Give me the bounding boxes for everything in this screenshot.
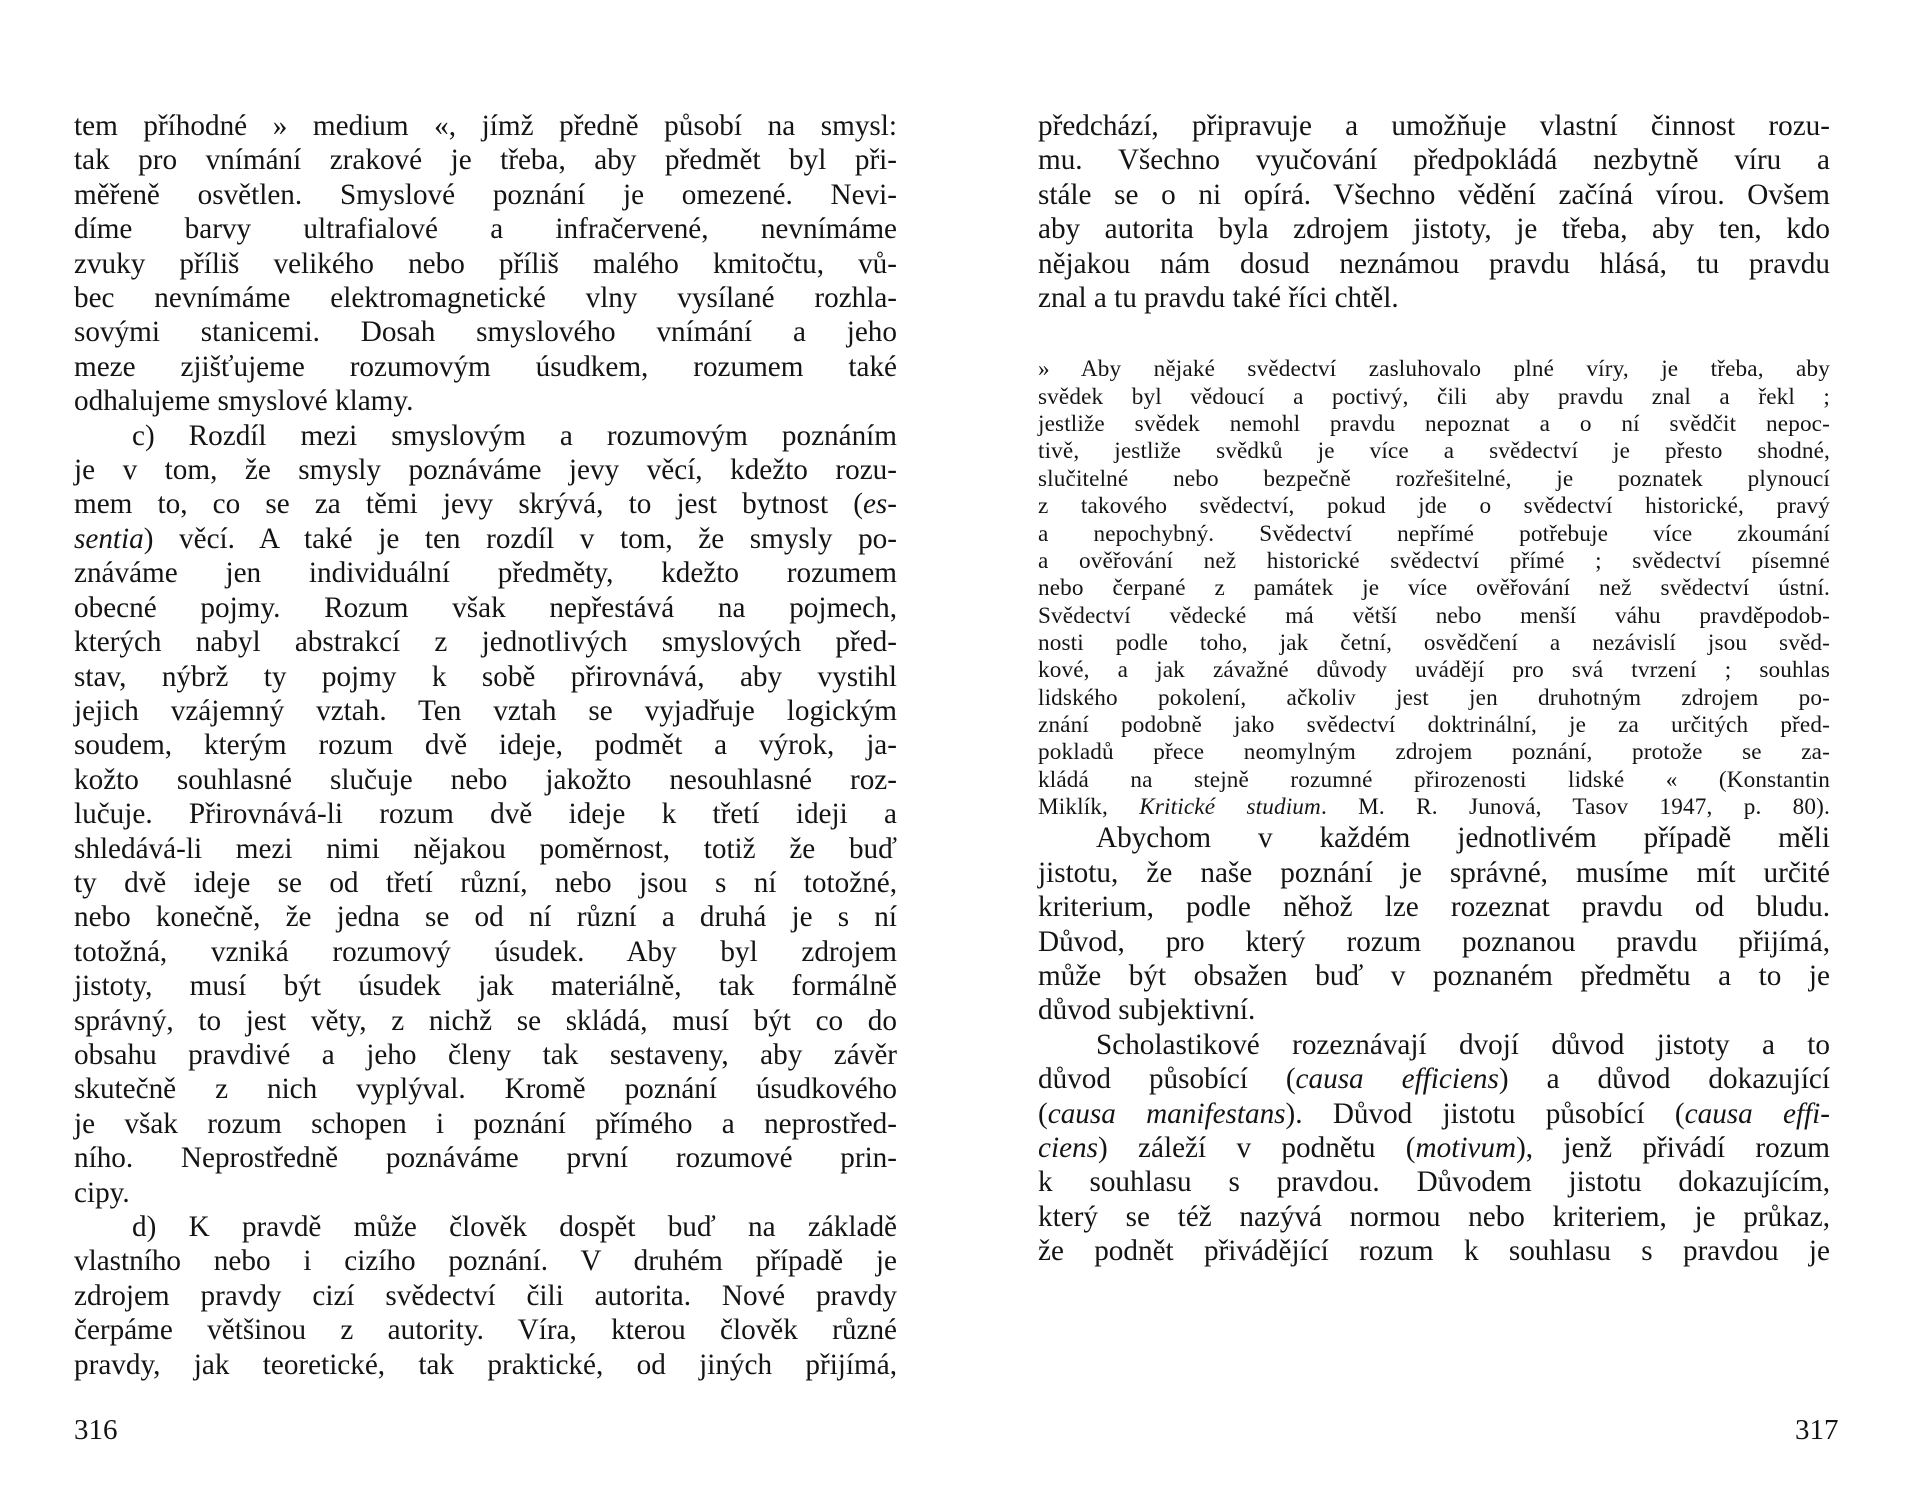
quotation-block — [1038, 356, 1830, 821]
text-line: kterých nabyl abstrakcí z jednotlivých smyslových před- — [74, 626, 897, 659]
text-line: odhalujeme smyslové klamy. — [74, 385, 414, 418]
left-text-column — [74, 109, 897, 1382]
text-line-content: sentia) věcí. A také je ten rozdíl v tom, že smysly po- — [74, 522, 897, 555]
quote-line: kládá na stejně rozumné přirozenosti lidské « (Konstantin — [1038, 766, 1830, 793]
text-line: nějakou nám dosud neznámou pravdu hlásá, tu pravdu — [1038, 247, 1830, 280]
text-line: Důvod, pro který rozum poznanou pravdu přijímá, — [1038, 925, 1830, 958]
text-line: správný, to jest věty, z nichž se skládá, musí být co do — [74, 1004, 897, 1037]
text-line: ty dvě ideje se od třetí různí, nebo jsou s ní totožné, — [74, 866, 897, 899]
quote-line — [1038, 794, 1830, 821]
text-line: měřeně osvětlen. Smyslové poznání je omezené. Nevi- — [74, 178, 897, 211]
text-line: znal a tu pravdu také říci chtěl. — [1038, 282, 1399, 315]
quote-line: Svědectví vědecké má větší nebo menší váhu pravděpodob- — [1038, 602, 1830, 629]
quote-line: nosti podle toho, jak četní, osvědčení a nezávislí jsou svěd- — [1038, 629, 1830, 656]
quote-line: nebo čerpané z památek je více ověřování než svědectví ústní. — [1038, 575, 1830, 602]
quote-line: z takového svědectví, pokud jde o svědectví historické, pravý — [1038, 493, 1830, 520]
text-line: cipy. — [74, 1176, 130, 1209]
quote-line: slučitelné nebo bezpečně rozřešitelné, je poznatek plynoucí — [1038, 465, 1830, 492]
text-line: ního. Neprostředně poznáváme první rozumové prin- — [74, 1142, 897, 1175]
text-line: Scholastikové rozeznávají dvojí důvod jistoty a to — [1096, 1028, 1830, 1061]
quote-line: » Aby nějaké svědectví zasluhovalo plné víry, je třeba, aby — [1038, 356, 1830, 383]
text-line: d) K pravdě může člověk dospět buď na základě — [132, 1211, 897, 1243]
text-line: jejich vzájemný vztah. Ten vztah se vyjadřuje logickým — [74, 694, 897, 727]
text-line — [74, 487, 897, 521]
text-line-content: důvod působící (causa efficiens) a důvod dokazující — [1038, 1063, 1830, 1096]
text-line: kožto souhlasné slučuje nebo jakožto nesouhlasné roz- — [74, 763, 897, 796]
text-line: shledává-li mezi nimi nějakou poměrnost, totiž že buď — [74, 832, 897, 865]
paragraph — [74, 419, 897, 1210]
text-line: tak pro vnímání zrakové je třeba, aby předmět byl při- — [74, 144, 897, 177]
text-line: čerpáme většinou z autority. Víra, kterou člověk různé — [74, 1314, 897, 1347]
text-line: jistoty, musí být úsudek jak materiálně, tak formálně — [74, 970, 897, 1003]
text-line: je však rozum schopen i poznání přímého a neprostřed- — [74, 1107, 897, 1140]
text-line: zvuky příliš velikého nebo příliš malého kmitočtu, vů- — [74, 247, 897, 280]
quote-line: a nepochybný. Svědectví nepřímé potřebuje více zkoumání — [1038, 520, 1830, 547]
right-page — [960, 0, 1918, 1500]
text-line: lučuje. Přirovnává-li rozum dvě ideje k třetí ideji a — [74, 798, 897, 831]
text-line: sovými stanicemi. Dosah smyslového vnímání a jeho — [74, 316, 897, 349]
text-line: obsahu pravdivé a jeho členy tak sestaveny, aby závěr — [74, 1038, 897, 1071]
text-line: meze zjišťujeme rozumovým úsudkem, rozumem také — [74, 350, 897, 383]
quote-line: svědek byl vědoucí a poctivý, čili aby pravdu znal a řekl ; — [1038, 383, 1830, 410]
text-line: důvod subjektivní. — [1038, 994, 1256, 1027]
text-line — [1038, 1097, 1830, 1131]
right-text-column — [1038, 109, 1830, 1269]
text-line: bec nevnímáme elektromagnetické vlny vysílané rozhla- — [74, 282, 897, 315]
text-line: díme barvy ultrafialové a infračervené, nevnímáme — [74, 213, 897, 246]
quote-line: kové, a jak závažné důvody uvádějí pro svá tvrzení ; souhlas — [1038, 657, 1830, 684]
text-line: tem příhodné » medium «, jímž předně působí na smysl: — [74, 110, 897, 142]
page-number: 316 — [74, 1414, 118, 1446]
text-line-content: (causa manifestans). Důvod jistotu působící (causa effi- — [1038, 1097, 1830, 1130]
text-line — [74, 522, 897, 556]
paragraph — [74, 109, 897, 419]
text-line: k souhlasu s pravdou. Důvodem jistotu dokazujícím, — [1038, 1166, 1830, 1199]
quote-line: a ověřování než historické svědectví přímé ; svědectví písemné — [1038, 547, 1830, 574]
paragraph — [1038, 821, 1830, 1027]
text-line: vlastního nebo i cizího poznání. V druhém případě je — [74, 1245, 897, 1278]
text-line — [1038, 1062, 1830, 1096]
text-line: předchází, připravuje a umožňuje vlastní činnost rozu- — [1038, 110, 1830, 142]
text-line: že podnět přivádějící rozum k souhlasu s pravdou je — [1038, 1235, 1830, 1268]
text-line: soudem, kterým rozum dvě ideje, podmět a výrok, ja- — [74, 729, 897, 762]
text-line: c) Rozdíl mezi smyslovým a rozumovým poznáním — [132, 419, 897, 452]
text-line: aby autorita byla zdrojem jistoty, je třeba, aby ten, kdo — [1038, 213, 1830, 246]
text-line: znáváme jen individuální předměty, kdežto rozumem — [74, 557, 897, 590]
paragraph — [1038, 109, 1830, 315]
text-line-content: Miklík, Kritické studium. M. R. Junová, Tasov 1947, p. 80). — [1038, 793, 1830, 820]
text-line: kriterium, podle něhož lze rozeznat pravdu od bludu. — [1038, 891, 1830, 924]
text-line-content: mem to, co se za těmi jevy skrývá, to jest bytnost (es- — [74, 488, 897, 521]
quote-line: jestliže svědek nemohl pravdu nepoznat a o ní svědčit nepoc- — [1038, 411, 1830, 438]
text-line: Abychom v každém jednotlivém případě měli — [1096, 822, 1830, 855]
text-line: totožná, vzniká rozumový úsudek. Aby byl zdrojem — [74, 935, 897, 968]
text-line: skutečně z nich vyplýval. Kromě poznání úsudkového — [74, 1073, 897, 1106]
text-line: stav, nýbrž ty pojmy k sobě přirovnává, aby vystihl — [74, 660, 897, 693]
page-number: 317 — [1795, 1414, 1839, 1446]
text-line: mu. Všechno vyučování předpokládá nezbytně víru a — [1038, 144, 1830, 177]
text-line: obecné pojmy. Rozum však nepřestává na pojmech, — [74, 591, 897, 624]
text-line: který se též nazývá normou nebo kriteriem, je průkaz, — [1038, 1200, 1830, 1233]
text-line-content: ciens) záleží v podnětu (motivum), jenž přivádí rozum — [1038, 1131, 1831, 1164]
text-line: nebo konečně, že jedna se od ní různí a druhá je s ní — [74, 901, 897, 934]
quote-line: pokladů přece neomylným zdrojem poznání, protože se za- — [1038, 739, 1830, 766]
text-line: stále se o ni opírá. Všechno vědění začíná vírou. Ovšem — [1038, 178, 1830, 211]
text-line: může být obsažen buď v poznaném předmětu a to je — [1038, 959, 1830, 992]
quote-line: tivě, jestliže svědků je více a svědectví je přesto shodné, — [1038, 438, 1830, 465]
text-line: jistotu, že naše poznání je správné, musíme mít určité — [1038, 856, 1830, 889]
text-line: zdrojem pravdy cizí svědectví čili autorita. Nové pravdy — [74, 1279, 897, 1312]
text-line: je v tom, že smysly poznáváme jevy věcí, kdežto rozu- — [74, 454, 897, 487]
paragraph — [74, 1210, 897, 1382]
quote-line: lidského pokolení, ačkoliv jest jen druhotným zdrojem po- — [1038, 684, 1830, 711]
paragraph — [1038, 1028, 1830, 1269]
text-line — [1038, 1131, 1830, 1165]
quote-line: znání podobně jako svědectví doktrinální, je za určitých před- — [1038, 711, 1830, 738]
text-line: pravdy, jak teoretické, tak praktické, od jiných přijímá, — [74, 1348, 897, 1381]
